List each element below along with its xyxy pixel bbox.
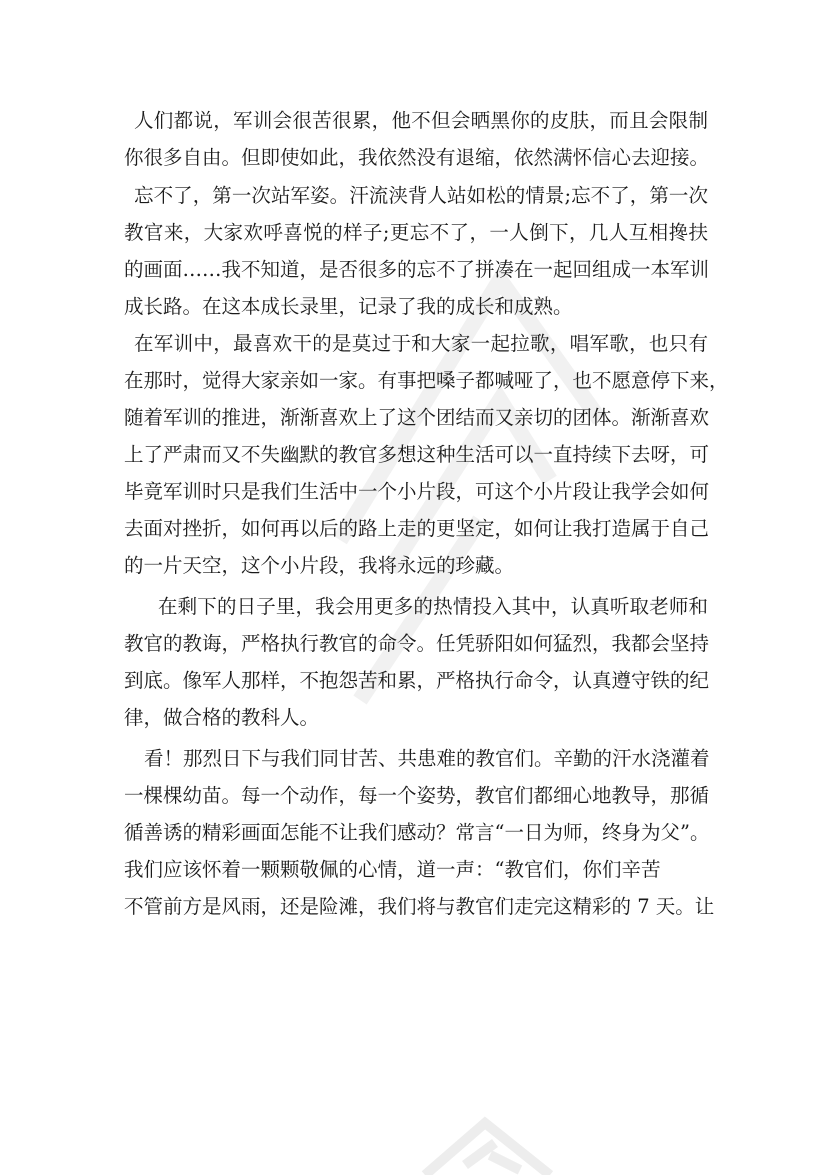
text-line: 成长路。在这本成长录里，记录了我的成长和成熟。: [124, 295, 573, 318]
text-line: 看！那烈日下与我们同甘苦、共患难的教官们。辛勤的汗水浇灌着: [144, 747, 710, 770]
text-line: 我们应该怀着一颗颗敬佩的心情，道一声：“教官们，你们辛苦: [124, 858, 661, 881]
text-line: 教官的教诲，严格执行教官的命令。任凭骄阳如何猛烈，我都会坚持: [124, 632, 710, 655]
text-line: 到底。像军人那样，不抱怨苦和累，严格执行命令，认真遵守铁的纪: [124, 669, 710, 692]
text-line: 你很多自由。但即使如此，我依然没有退缩，依然满怀信心去迎接。: [124, 146, 710, 169]
text-line: 一棵棵幼苗。每一个动作，每一个姿势，教官们都细心地教导，那循: [124, 784, 710, 807]
watermark-bottom-icon: [420, 1115, 560, 1175]
text-line: 教官来，大家欢呼喜悦的样子;更忘不了，一人倒下，几人互相搀扶: [124, 221, 708, 244]
document-body: [124, 102, 729, 925]
text-line: 不管前方是风雨，还是险滩，我们将与教官们走完这精彩的 7 天。让: [124, 895, 715, 918]
paragraph: [124, 325, 729, 584]
text-line: 毕竟军训时只是我们生活中一个小片段，可这个小片段让我学会如何: [124, 480, 710, 503]
text-line: 上了严肃而又不失幽默的教官多想这种生活可以一直持续下去呀，可: [124, 443, 710, 466]
text-line: 在剩下的日子里，我会用更多的热情投入其中，认真听取老师和: [158, 595, 708, 618]
paragraph: [124, 888, 715, 925]
paragraph: [124, 177, 708, 325]
text-line: 忘不了，第一次站军姿。汗流浃背人站如松的情景;忘不了，第一次: [134, 184, 708, 207]
text-line: 去面对挫折，如何再以后的路上走的更坚定，如何让我打造属于自己: [124, 517, 710, 540]
paragraph: [124, 740, 708, 888]
text-line: 律，做合格的教科人。: [124, 706, 320, 729]
text-line: 随着军训的推进，渐渐喜欢上了这个团结而又亲切的团体。渐渐喜欢: [124, 406, 710, 429]
text-line: 在军训中，最喜欢干的是莫过于和大家一起拉歌，唱军歌，也只有: [134, 332, 708, 355]
text-line: 循善诱的精彩画面怎能不让我们感动？常言“一日为师，终身为父”。: [124, 821, 710, 844]
text-line: 的画面……我不知道，是否很多的忘不了拼凑在一起回组成一本军训: [124, 258, 710, 281]
text-line: 在那时，觉得大家亲如一家。有事把嗓子都喊哑了，也不愿意停下来，: [124, 369, 729, 392]
paragraph: [124, 588, 708, 736]
text-line: 人们都说，军训会很苦很累，他不但会晒黑你的皮肤，而且会限制: [134, 109, 708, 132]
paragraph: [124, 102, 708, 176]
text-line: 的一片天空，这个小片段，我将永远的珍藏。: [124, 554, 515, 577]
